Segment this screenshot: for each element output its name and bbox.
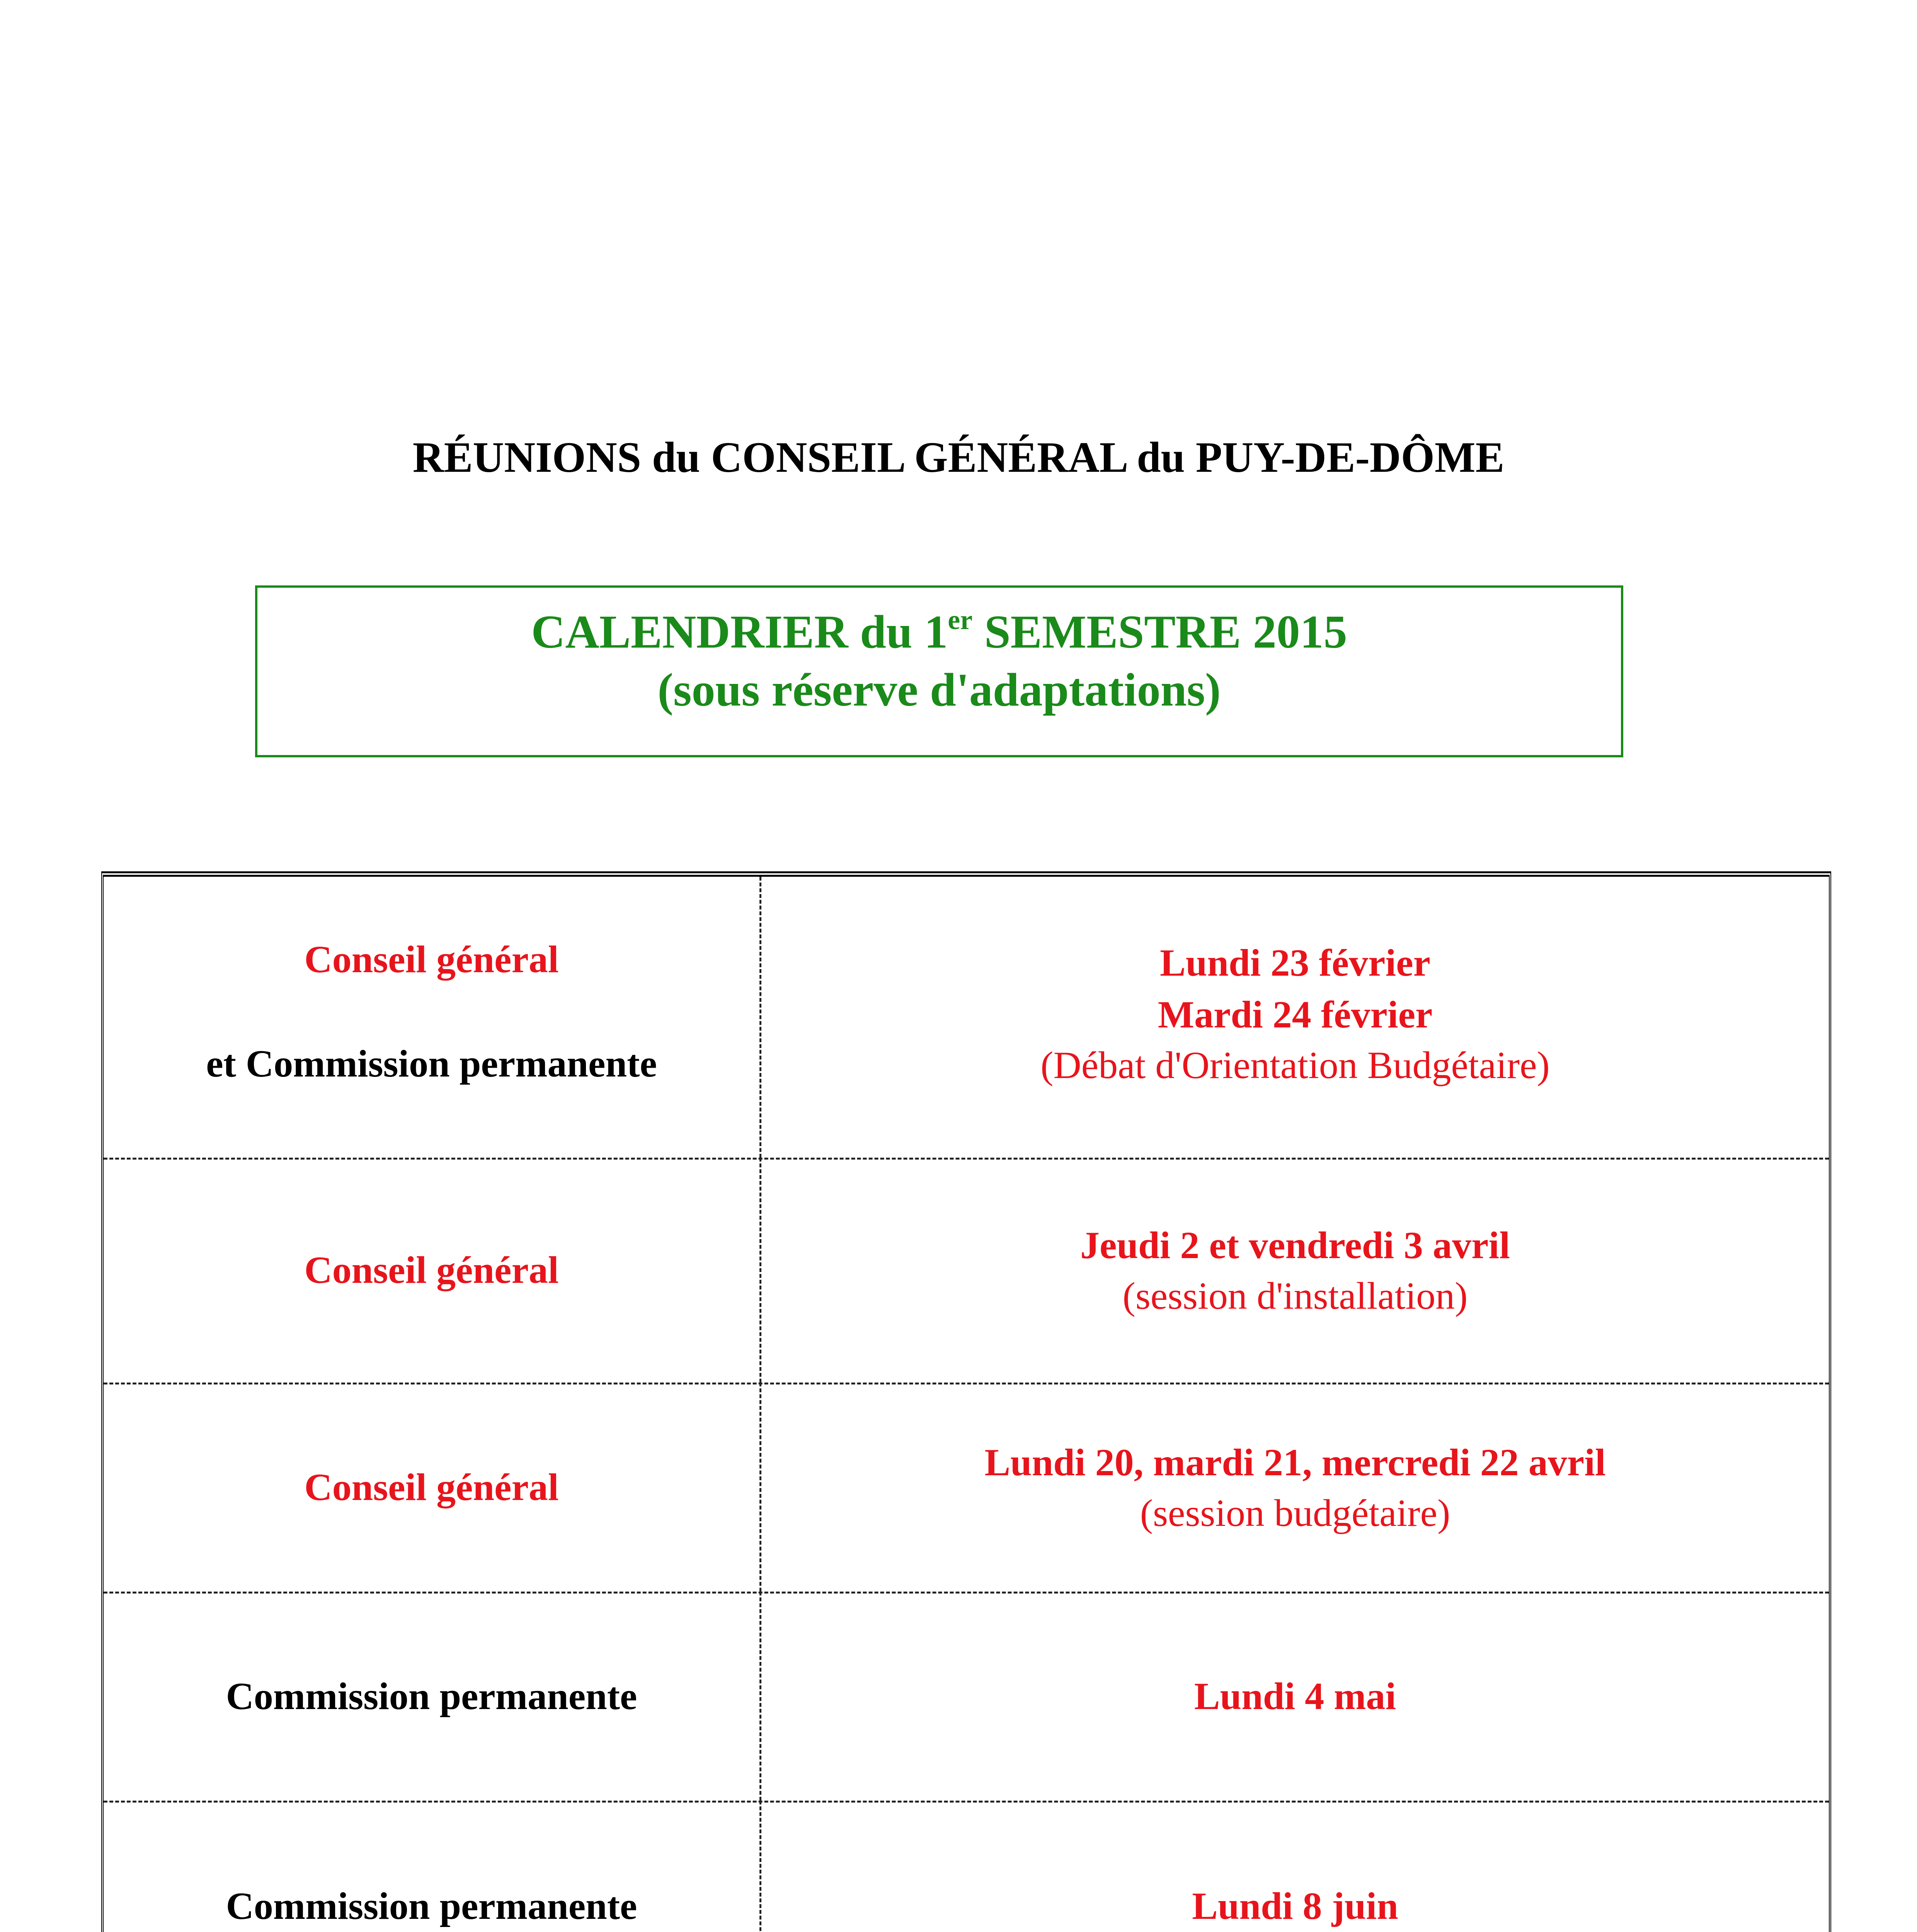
date-cell [761,1592,1829,1801]
date-label: Lundi 20, mardi 21, mercredi 22 avril [984,1440,1606,1484]
date-cell [761,877,1829,1158]
calendar-title-text: CALENDRIER du 1 [531,606,948,658]
calendar-subtitle: (sous réserve d'adaptations) [657,664,1221,716]
date-cell [761,1383,1829,1592]
date-note: (Débat d'Orientation Budgétaire) [1040,1043,1550,1087]
calendar-title-box [255,585,1623,757]
body-label: Commission permanente [226,1674,637,1718]
body-label: Conseil général [304,1248,559,1291]
table-row [104,1592,1829,1803]
calendar-title-text-end: SEMESTRE 2015 [972,606,1347,658]
body-label: Commission permanente [226,1884,637,1927]
body-cell [104,1158,761,1383]
body-label-secondary: et Commission permanente [206,1042,657,1085]
body-cell [104,1383,761,1592]
calendar-title-superscript: er [948,604,973,635]
date-cell [761,1158,1829,1383]
body-cell [104,1592,761,1801]
date-label: Lundi 4 mai [1194,1674,1396,1718]
date-label: Jeudi 2 et vendredi 3 avril [1080,1224,1510,1267]
page-title: RÉUNIONS du CONSEIL GÉNÉRAL du PUY-DE-DÔME [412,434,1505,481]
date-label: Mardi 24 février [1158,993,1433,1036]
meetings-table [101,871,1831,1932]
calendar-title [257,603,1621,661]
body-label: Conseil général [304,1465,559,1509]
table-row [104,1158,1829,1384]
date-label: Lundi 8 juin [1192,1884,1398,1927]
date-note: (session d'installation) [1122,1274,1468,1317]
body-cell [104,1801,761,1932]
date-label: Lundi 23 février [1160,941,1430,984]
table-row [104,1383,1829,1594]
table-row [104,877,1829,1160]
table-row [104,1801,1829,1932]
body-label: Conseil général [304,937,559,981]
date-cell [761,1801,1829,1932]
date-note: (session budgétaire) [1140,1491,1451,1534]
body-cell [104,877,761,1158]
